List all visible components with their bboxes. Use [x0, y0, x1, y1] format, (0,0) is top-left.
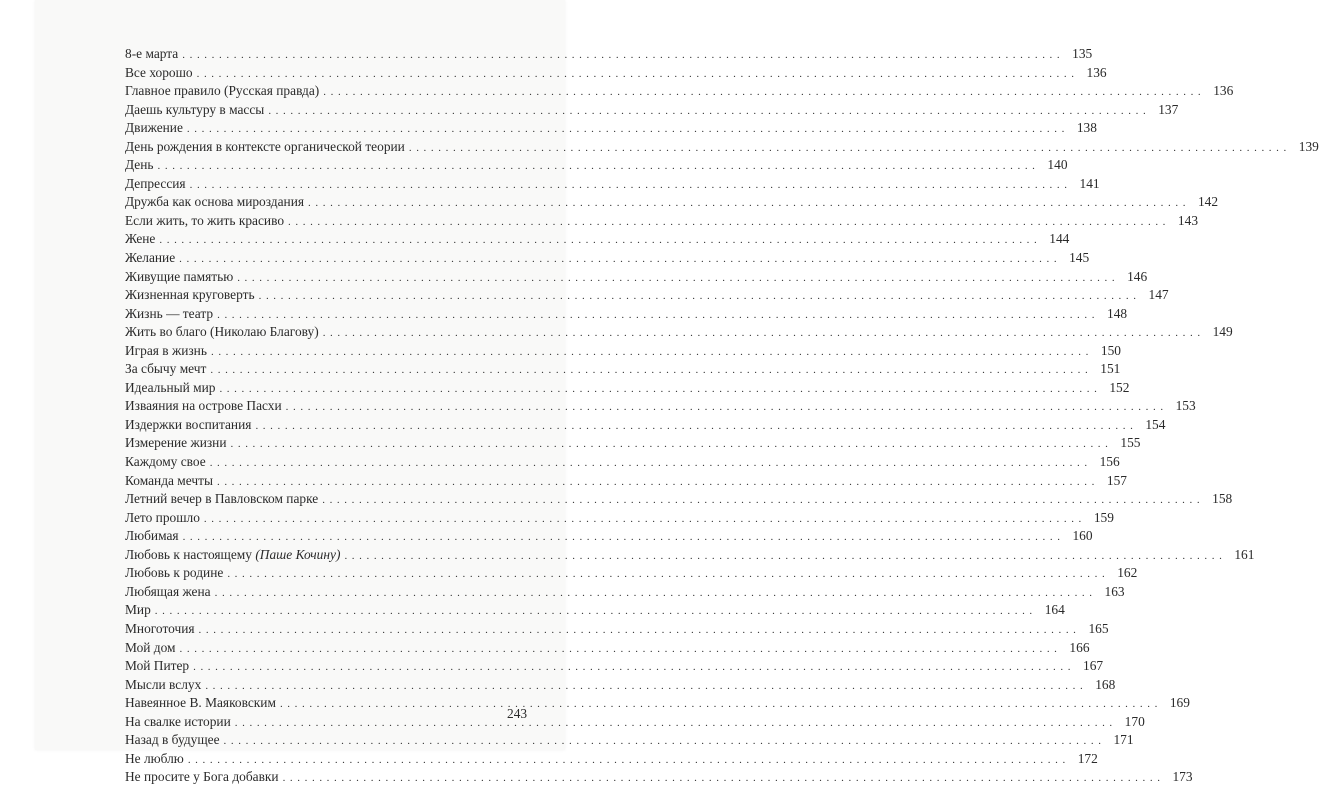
dot-leader: ........................................................................................................................ — [198, 623, 1081, 636]
dot-leader: ........................................................................................................................ — [288, 215, 1171, 228]
toc-entry-title — [125, 324, 323, 340]
toc-entry-page: 165 — [1088, 620, 1109, 636]
toc-entry-title — [125, 231, 159, 247]
toc-entry-page: 169 — [1169, 695, 1190, 711]
toc-entry-page: 166 — [1069, 639, 1090, 655]
toc-entry-page: 153 — [1175, 398, 1196, 414]
toc-entry — [125, 305, 1128, 325]
toc-entry-page: 148 — [1107, 305, 1128, 321]
toc-entry — [125, 212, 1199, 232]
toc-entry-page: 164 — [1044, 602, 1065, 618]
toc-entry-title — [125, 565, 227, 581]
toc-entry-title-text: Все хорошо — [125, 64, 193, 80]
toc-entry-title — [125, 751, 188, 767]
toc-entry-page: 172 — [1077, 750, 1098, 766]
toc-entry-title-text: За сбычу мечт — [125, 361, 207, 377]
toc-entry — [125, 565, 1138, 584]
toc-entry-page: 136 — [1086, 64, 1107, 80]
toc-entry-title-text: Идеальный мир — [125, 379, 216, 395]
dot-leader: ........................................................................................................................ — [193, 661, 1076, 674]
toc-entry-title — [125, 491, 322, 507]
toc-entry-title-text: День рождения в контексте органической теории — [125, 138, 405, 154]
toc-entry-page: 137 — [1158, 101, 1179, 117]
toc-entry-title — [125, 120, 187, 136]
toc-entry-title-text: Если жить, то жить красиво — [125, 212, 285, 228]
toc-entry-title — [125, 769, 283, 785]
toc-entry — [125, 491, 1233, 510]
toc-entry-title-text: Мой Питер — [125, 658, 190, 674]
dot-leader: ........................................................................................................................ — [322, 327, 1205, 340]
toc-entry — [125, 250, 1090, 269]
toc-entry-title — [125, 343, 211, 359]
toc-entry-title — [125, 46, 182, 62]
dot-leader: ........................................................................................................................ — [182, 531, 1065, 544]
toc-entry-page: 173 — [1172, 769, 1193, 785]
toc-entry — [125, 231, 1070, 250]
dot-leader: ........................................................................................................................ — [219, 382, 1102, 395]
toc-entry-title-text: Любовь к родине — [125, 565, 224, 581]
toc-entry-page: 156 — [1099, 454, 1120, 470]
dot-leader: ........................................................................................................................ — [237, 271, 1120, 284]
toc-entry-title-text: Жене — [125, 231, 156, 247]
toc-entry — [125, 379, 1130, 399]
toc-entry — [125, 546, 1255, 566]
toc-entry-title — [125, 658, 193, 674]
toc-entry-page: 144 — [1049, 231, 1070, 247]
toc-entry-title-text: 8-е марта — [125, 46, 179, 61]
toc-entry-title — [125, 213, 288, 229]
toc-entry — [125, 64, 1107, 84]
toc-entry — [125, 342, 1121, 362]
toc-entry-title — [125, 380, 219, 396]
toc-entry-title — [125, 528, 183, 544]
toc-entry-title — [125, 83, 323, 99]
dot-leader: ........................................................................................................................ — [214, 586, 1097, 599]
toc-entry-title-text: На свалке истории — [125, 713, 231, 729]
dot-leader: ........................................................................................................................ — [323, 86, 1206, 99]
toc-entry-title-text: Летний вечер в Павловском парке — [125, 491, 319, 507]
toc-entry — [125, 602, 1065, 621]
toc-entry — [125, 639, 1090, 659]
toc-entry-title-text: Измерение жизни — [125, 435, 227, 451]
toc-entry — [125, 583, 1125, 603]
toc-entry-title — [125, 102, 268, 118]
toc-entry-page: 154 — [1145, 416, 1166, 432]
toc-entry-title-italic: (Паше Кочину) — [255, 546, 341, 562]
toc-entry-title — [125, 176, 190, 192]
toc-entry — [125, 620, 1109, 640]
table-of-contents — [125, 46, 1319, 788]
toc-entry-page: 152 — [1109, 379, 1130, 395]
dot-leader: ........................................................................................................................ — [308, 197, 1191, 210]
toc-entry — [125, 157, 1068, 176]
dot-leader: ........................................................................................................................ — [217, 308, 1100, 321]
dot-leader: ........................................................................................................................ — [209, 457, 1092, 470]
toc-entry-page: 159 — [1093, 509, 1114, 525]
dot-leader: ........................................................................................................................ — [344, 549, 1227, 562]
toc-entry — [125, 676, 1116, 696]
toc-entry — [125, 194, 1219, 213]
dot-leader: ........................................................................................................................ — [258, 290, 1141, 303]
toc-entry-page: 150 — [1100, 342, 1121, 358]
toc-entry-title — [125, 473, 217, 489]
toc-entry — [125, 101, 1179, 121]
toc-entry-title-text: Навеянное В. Маяковским — [125, 695, 276, 711]
toc-entry — [125, 138, 1319, 158]
toc-entry-title — [125, 584, 215, 600]
dot-leader: ........................................................................................................................ — [205, 679, 1088, 692]
dot-leader: ........................................................................................................................ — [154, 605, 1037, 618]
toc-entry — [125, 528, 1093, 547]
toc-entry-page: 142 — [1197, 194, 1219, 210]
toc-entry-title — [125, 287, 259, 303]
toc-entry-title — [125, 621, 199, 637]
toc-entry-title-text: Мой дом — [125, 639, 176, 655]
toc-entry — [125, 175, 1100, 195]
toc-entry-title-text: Изваяния на острове Пасхи — [125, 398, 282, 414]
toc-entry-title-text: Живущие памятью — [125, 268, 234, 284]
toc-entry-title — [125, 306, 217, 322]
dot-leader: ........................................................................................................................ — [179, 642, 1062, 655]
toc-entry-title — [125, 435, 231, 451]
dot-leader: ........................................................................................................................ — [157, 160, 1040, 173]
dot-leader: ........................................................................................................................ — [159, 234, 1042, 247]
toc-entry-title-text: Жизнь — театр — [125, 305, 214, 321]
toc-entry — [125, 398, 1196, 417]
toc-entry-title-text: Мысли вслух — [125, 676, 202, 692]
toc-entry-title — [125, 65, 197, 81]
dot-leader: ........................................................................................................................ — [408, 141, 1291, 154]
toc-entry-page: 151 — [1100, 361, 1121, 377]
toc-entry — [125, 268, 1148, 288]
toc-entry-page: 136 — [1213, 83, 1234, 99]
toc-entry-title — [125, 194, 308, 210]
toc-entry — [125, 472, 1127, 492]
toc-entry — [125, 324, 1233, 343]
toc-entry-title — [125, 139, 409, 155]
toc-entry-title — [125, 602, 155, 618]
toc-entry-page: 143 — [1177, 212, 1199, 228]
dot-leader: ........................................................................................................................ — [196, 67, 1079, 80]
toc-entry — [125, 416, 1166, 436]
toc-entry — [125, 83, 1234, 102]
toc-entry-title-text: Движение — [125, 120, 183, 136]
toc-entry-page: 149 — [1212, 324, 1233, 340]
toc-entry-title-text: Многоточия — [125, 620, 195, 636]
toc-entry — [125, 750, 1098, 770]
toc-entry-title-text: Любимая — [125, 528, 179, 544]
toc-entry-title-text: Команда мечты — [125, 472, 213, 488]
toc-entry-page: 168 — [1095, 676, 1116, 692]
dot-leader: ........................................................................................................................ — [189, 178, 1072, 191]
toc-entry — [125, 46, 1093, 65]
toc-entry-page: 138 — [1076, 120, 1097, 136]
toc-entry-page: 163 — [1104, 583, 1125, 599]
dot-leader: ........................................................................................................................ — [216, 475, 1099, 488]
toc-entry-title-text: Играя в жизнь — [125, 342, 207, 358]
toc-entry-title-text: Назад в будущее — [125, 732, 220, 748]
dot-leader: ........................................................................................................................ — [187, 753, 1070, 766]
toc-entry — [125, 435, 1141, 454]
toc-entry-page: 140 — [1047, 157, 1068, 173]
toc-entry-title-text: Жизненная круговерть — [125, 287, 255, 303]
toc-entry-page: 139 — [1298, 138, 1319, 154]
toc-entry-title — [125, 547, 344, 563]
toc-entry-title-text: Лето прошло — [125, 509, 200, 525]
toc-entry-page: 146 — [1127, 268, 1148, 284]
toc-entry — [125, 658, 1104, 677]
toc-entry-page: 160 — [1072, 528, 1093, 544]
dot-leader: ........................................................................................................................ — [223, 735, 1106, 748]
toc-entry-title — [125, 695, 280, 711]
toc-entry — [125, 509, 1114, 529]
toc-entry-title-text: Любовь к настоящему — [125, 546, 252, 562]
dot-leader: ........................................................................................................................ — [268, 104, 1151, 117]
dot-leader: ........................................................................................................................ — [227, 568, 1110, 581]
toc-entry-title-text: Не просите у Бога добавки — [125, 769, 279, 785]
toc-entry-page: 155 — [1120, 435, 1141, 451]
toc-entry-page: 145 — [1069, 250, 1090, 266]
dot-leader: ........................................................................................................................ — [282, 772, 1165, 785]
toc-entry-page: 141 — [1079, 175, 1100, 191]
toc-entry — [125, 361, 1121, 380]
dot-leader: ........................................................................................................................ — [234, 716, 1117, 729]
toc-entry-page: 170 — [1124, 713, 1145, 729]
dot-leader: ........................................................................................................................ — [186, 123, 1069, 136]
toc-entry-title-text: Издержки воспитания — [125, 416, 252, 432]
toc-entry-title — [125, 732, 224, 748]
toc-entry-page: 158 — [1212, 491, 1233, 507]
dot-leader: ........................................................................................................................ — [230, 438, 1113, 451]
toc-entry-title — [125, 361, 210, 377]
toc-entry-title — [125, 677, 205, 693]
toc-entry-page: 157 — [1106, 472, 1127, 488]
toc-entry-title — [125, 510, 204, 526]
toc-entry-title — [125, 417, 255, 433]
toc-entry-title — [125, 269, 237, 285]
toc-entry-title-text: Мир — [125, 602, 151, 618]
toc-entry-title — [125, 714, 235, 730]
dot-leader: ........................................................................................................................ — [255, 419, 1138, 432]
toc-entry-title-text: День — [125, 157, 154, 173]
toc-entry-title-text: Жить во благо (Николаю Благову) — [125, 324, 319, 340]
book-page — [35, 0, 1319, 785]
toc-entry-page: 162 — [1117, 565, 1138, 581]
toc-entry-title-text: Даешь культуру в массы — [125, 101, 265, 117]
toc-entry-page: 171 — [1113, 732, 1134, 748]
toc-entry-title-text: Дружба как основа мироздания — [125, 194, 305, 210]
toc-entry-title-text: Не люблю — [125, 750, 184, 766]
toc-entry — [125, 454, 1120, 473]
dot-leader: ........................................................................................................................ — [210, 345, 1093, 358]
toc-entry-title-text: Депрессия — [125, 175, 186, 191]
toc-entry-page: 147 — [1148, 287, 1169, 303]
toc-entry-title-text: Желание — [125, 250, 176, 266]
toc-entry-title-text: Главное правило (Русская правда) — [125, 83, 320, 99]
toc-entry-title — [125, 640, 180, 656]
toc-entry — [125, 732, 1134, 751]
dot-leader: ........................................................................................................................ — [179, 253, 1062, 266]
toc-entry — [125, 287, 1169, 306]
toc-entry-title-text: Каждому свое — [125, 454, 206, 470]
dot-leader: ........................................................................................................................ — [279, 698, 1162, 711]
page-number: 243 — [507, 706, 528, 721]
toc-entry-title-text: Любящая жена — [125, 583, 211, 599]
toc-entry-page: 167 — [1083, 658, 1104, 674]
dot-leader: ........................................................................................................................ — [322, 494, 1205, 507]
toc-entry-page: 161 — [1234, 546, 1255, 562]
toc-entry — [125, 769, 1193, 788]
dot-leader: ........................................................................................................................ — [285, 401, 1168, 414]
toc-entry-page: 135 — [1072, 46, 1093, 61]
toc-entry — [125, 120, 1097, 139]
toc-entry-title — [125, 250, 179, 266]
toc-entry-title — [125, 398, 286, 414]
dot-leader: ........................................................................................................................ — [210, 364, 1093, 377]
toc-entry-title — [125, 454, 210, 470]
dot-leader: ........................................................................................................................ — [203, 512, 1086, 525]
dot-leader: ........................................................................................................................ — [182, 49, 1065, 61]
toc-entry-title — [125, 157, 158, 173]
